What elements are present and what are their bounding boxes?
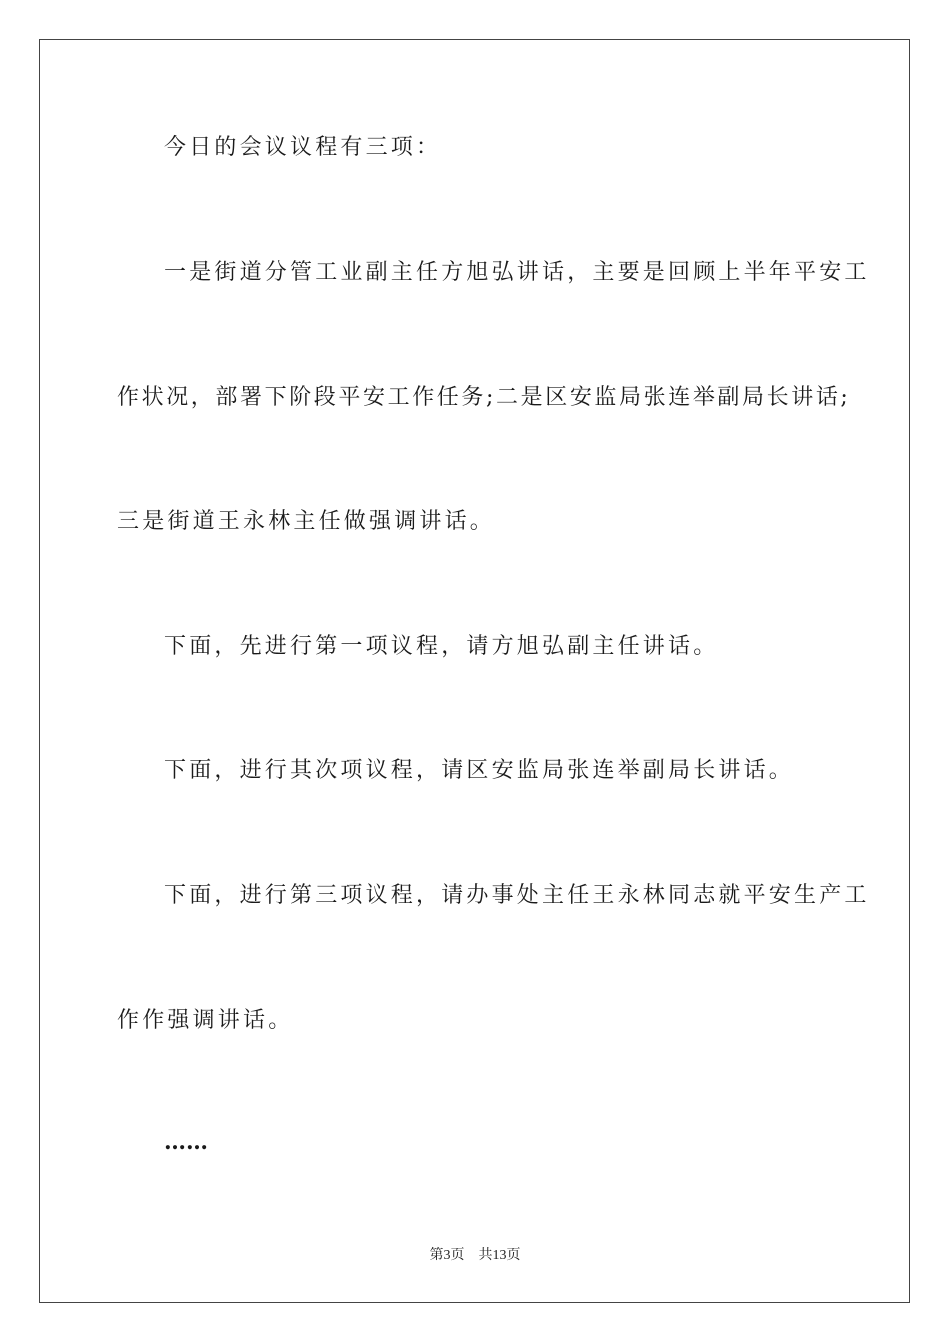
first-agenda-line: 下面，先进行第一项议程，请方旭弘副主任讲话。 (164, 634, 719, 659)
third-agenda-line-1: 下面，进行第三项议程，请办事处主任王永林同志就平安生产工 (164, 883, 870, 908)
page-total: 共13页 (478, 1248, 521, 1263)
agenda-item-line-3: 三是街道王永林主任做强调讲话。 (117, 509, 496, 534)
second-agenda-line: 下面，进行其次项议程，请区安监局张连举副局长讲话。 (164, 758, 795, 783)
page-number: 第3页 (429, 1248, 465, 1263)
agenda-item-line-1: 一是街道分管工业副主任方旭弘讲话，主要是回顾上半年平安工 (164, 260, 870, 285)
third-agenda-line-2: 作作强调讲话。 (117, 1008, 294, 1033)
page-border (39, 39, 910, 1303)
ellipsis: …… (164, 1129, 208, 1155)
agenda-intro-line: 今日的会议议程有三项： (164, 135, 442, 160)
agenda-item-line-2: 作状况，部署下阶段平安工作任务;二是区安监局张连举副局长讲话; (117, 385, 851, 410)
page-footer (0, 1246, 950, 1266)
